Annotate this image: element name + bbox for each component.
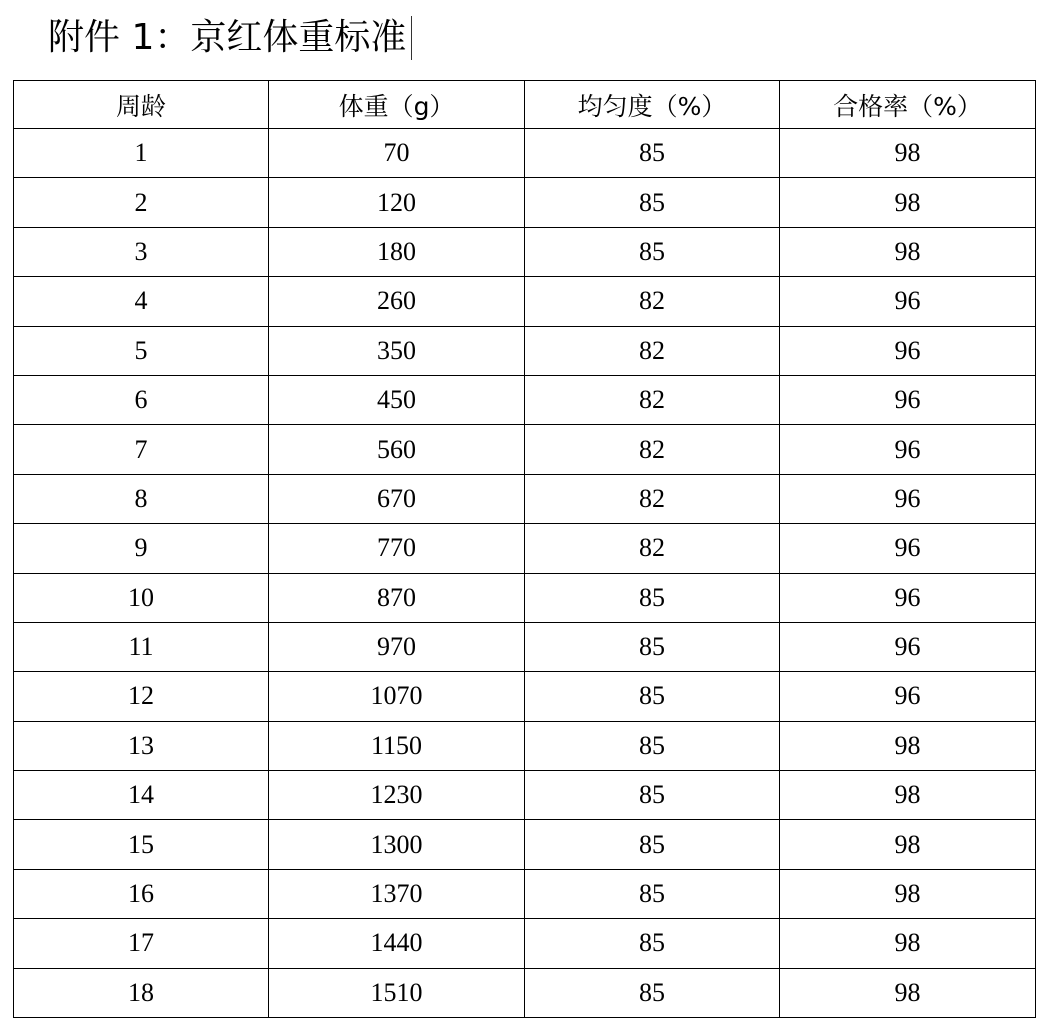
table-body [14,129,1036,1018]
cell-body-weight: 1230 [269,771,525,820]
cell-body-weight: 1440 [269,919,525,968]
cell-uniformity: 82 [525,474,780,523]
table-row [14,968,1036,1017]
cell-week-age: 8 [14,474,269,523]
cell-pass-rate: 98 [780,919,1036,968]
cell-uniformity: 85 [525,672,780,721]
cell-week-age: 13 [14,721,269,770]
cell-pass-rate: 98 [780,771,1036,820]
table-row [14,672,1036,721]
cell-body-weight: 70 [269,129,525,178]
cell-week-age: 17 [14,919,269,968]
cell-uniformity: 85 [525,622,780,671]
cell-uniformity: 85 [525,227,780,276]
text-cursor [411,16,412,60]
cell-body-weight: 260 [269,277,525,326]
cell-uniformity: 82 [525,277,780,326]
cell-pass-rate: 96 [780,326,1036,375]
cell-body-weight: 450 [269,375,525,424]
cell-week-age: 4 [14,277,269,326]
cell-week-age: 2 [14,178,269,227]
cell-pass-rate: 96 [780,622,1036,671]
cell-week-age: 1 [14,129,269,178]
cell-body-weight: 180 [269,227,525,276]
cell-uniformity: 85 [525,573,780,622]
cell-body-weight: 970 [269,622,525,671]
cell-pass-rate: 98 [780,129,1036,178]
table-row [14,129,1036,178]
table-row [14,425,1036,474]
cell-body-weight: 1070 [269,672,525,721]
cell-pass-rate: 96 [780,277,1036,326]
table-row [14,573,1036,622]
cell-uniformity: 85 [525,869,780,918]
cell-week-age: 9 [14,524,269,573]
cell-uniformity: 85 [525,178,780,227]
cell-pass-rate: 96 [780,672,1036,721]
table-row [14,474,1036,523]
cell-pass-rate: 96 [780,375,1036,424]
cell-uniformity: 85 [525,771,780,820]
cell-pass-rate: 98 [780,968,1036,1017]
header-body-weight: 体重（g） [269,81,525,129]
cell-pass-rate: 98 [780,721,1036,770]
cell-pass-rate: 96 [780,573,1036,622]
cell-pass-rate: 96 [780,425,1036,474]
table-row [14,375,1036,424]
cell-body-weight: 1150 [269,721,525,770]
cell-body-weight: 1300 [269,820,525,869]
cell-week-age: 15 [14,820,269,869]
cell-week-age: 11 [14,622,269,671]
cell-uniformity: 82 [525,425,780,474]
cell-week-age: 16 [14,869,269,918]
cell-uniformity: 85 [525,919,780,968]
cell-week-age: 6 [14,375,269,424]
cell-body-weight: 350 [269,326,525,375]
cell-uniformity: 82 [525,524,780,573]
cell-week-age: 3 [14,227,269,276]
cell-pass-rate: 98 [780,178,1036,227]
cell-body-weight: 770 [269,524,525,573]
table-row [14,524,1036,573]
cell-uniformity: 85 [525,968,780,1017]
cell-uniformity: 82 [525,375,780,424]
cell-week-age: 7 [14,425,269,474]
table-row [14,326,1036,375]
table-row [14,721,1036,770]
table-row [14,919,1036,968]
table-row [14,820,1036,869]
cell-body-weight: 1370 [269,869,525,918]
document-title: 附件 1：京红体重标准 [48,17,407,58]
cell-pass-rate: 98 [780,820,1036,869]
table-row [14,869,1036,918]
cell-uniformity: 82 [525,326,780,375]
cell-week-age: 18 [14,968,269,1017]
cell-pass-rate: 96 [780,524,1036,573]
cell-pass-rate: 98 [780,227,1036,276]
cell-pass-rate: 96 [780,474,1036,523]
table-row [14,227,1036,276]
table-row [14,277,1036,326]
cell-week-age: 5 [14,326,269,375]
header-uniformity: 均匀度（%） [525,81,780,129]
cell-week-age: 10 [14,573,269,622]
header-week-age: 周龄 [14,81,269,129]
cell-body-weight: 870 [269,573,525,622]
cell-uniformity: 85 [525,820,780,869]
weight-standard-table [13,80,1036,1018]
cell-body-weight: 1510 [269,968,525,1017]
cell-week-age: 14 [14,771,269,820]
cell-body-weight: 120 [269,178,525,227]
table-row [14,771,1036,820]
cell-week-age: 12 [14,672,269,721]
cell-uniformity: 85 [525,129,780,178]
table-row [14,178,1036,227]
cell-uniformity: 85 [525,721,780,770]
header-pass-rate: 合格率（%） [780,81,1036,129]
cell-body-weight: 560 [269,425,525,474]
table-header-row [14,81,1036,129]
table-row [14,622,1036,671]
cell-body-weight: 670 [269,474,525,523]
cell-pass-rate: 98 [780,869,1036,918]
